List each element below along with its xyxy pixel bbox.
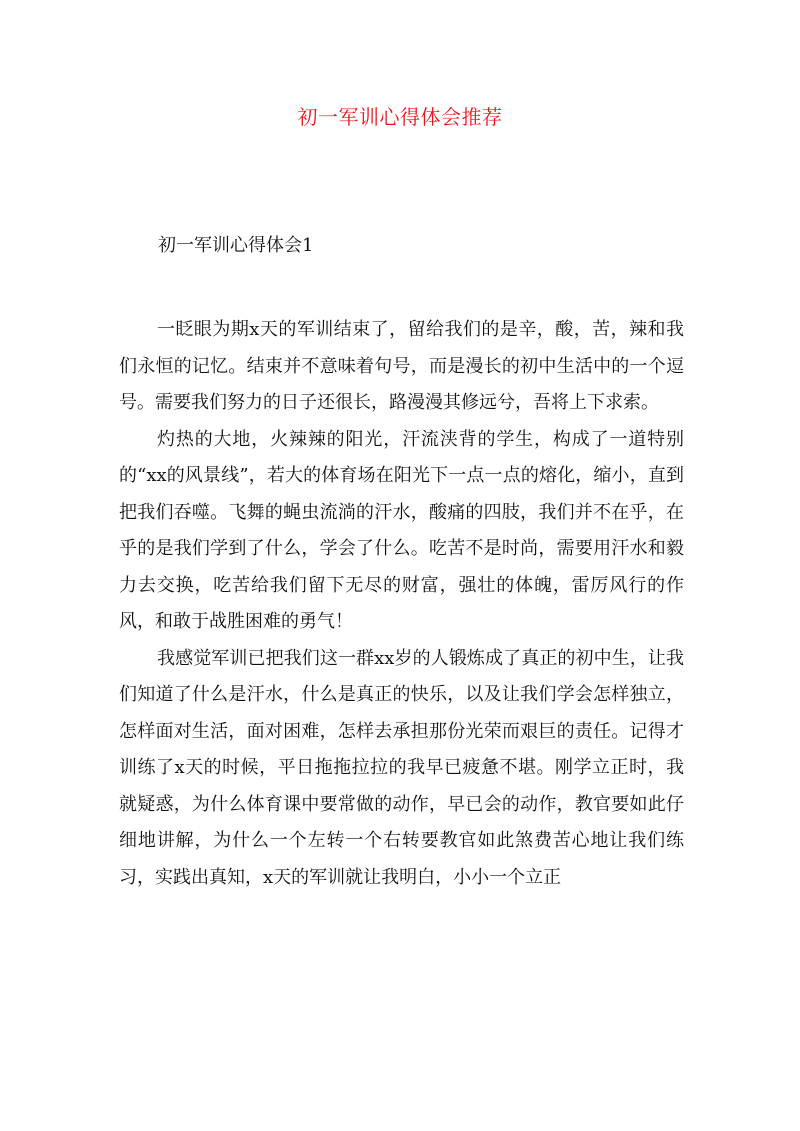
paragraph: 灼热的大地，火辣辣的阳光，汗流浃背的学生，构成了一道特别的“xx的风景线”，若大的体育场在阳光下一点一点的熔化，缩小，直到把我们吞噬。飞舞的蝇虫流淌的汗水，酸痛的四肢，我们并不在乎，在乎的是我们学到了什么，学会了什么。吃苦不是时尚，需要用汗水和毅力去交换，吃苦给我们留下无尽的财富，强壮的体魄，雷厉风行的作风，和敢于战胜困难的勇气！ bbox=[119, 428, 684, 632]
document-title: 初一军训心得体会推荐 bbox=[297, 105, 503, 129]
section-heading: 初一军训心得体会1 bbox=[158, 235, 314, 256]
document-body bbox=[119, 312, 684, 896]
paragraph: 我感觉军训已把我们这一群xx岁的人锻炼成了真正的初中生，让我们知道了什么是汗水，什么是真正的快乐，以及让我们学会怎样独立，怎样面对生活，面对困难，怎样去承担那份光荣而艰巨的责任。记得才训练了x天的时候，平日拖拖拉拉的我早已疲惫不堪。刚学立正时，我就疑惑，为什么体育课中要常做的动作，早已会的动作，教官要如此仔细地讲解，为什么一个左转一个右转要教官如此煞费苦心地让我们练习，实践出真知，x天的军训就让我明白，小小一个立正 bbox=[119, 647, 684, 888]
paragraph: 一眨眼为期x天的军训结束了，留给我们的是辛，酸，苦，辣和我们永恒的记忆。结束并不意味着句号，而是漫长的初中生活中的一个逗号。需要我们努力的日子还很长，路漫漫其修远兮，吾将上下求索。 bbox=[119, 319, 684, 413]
